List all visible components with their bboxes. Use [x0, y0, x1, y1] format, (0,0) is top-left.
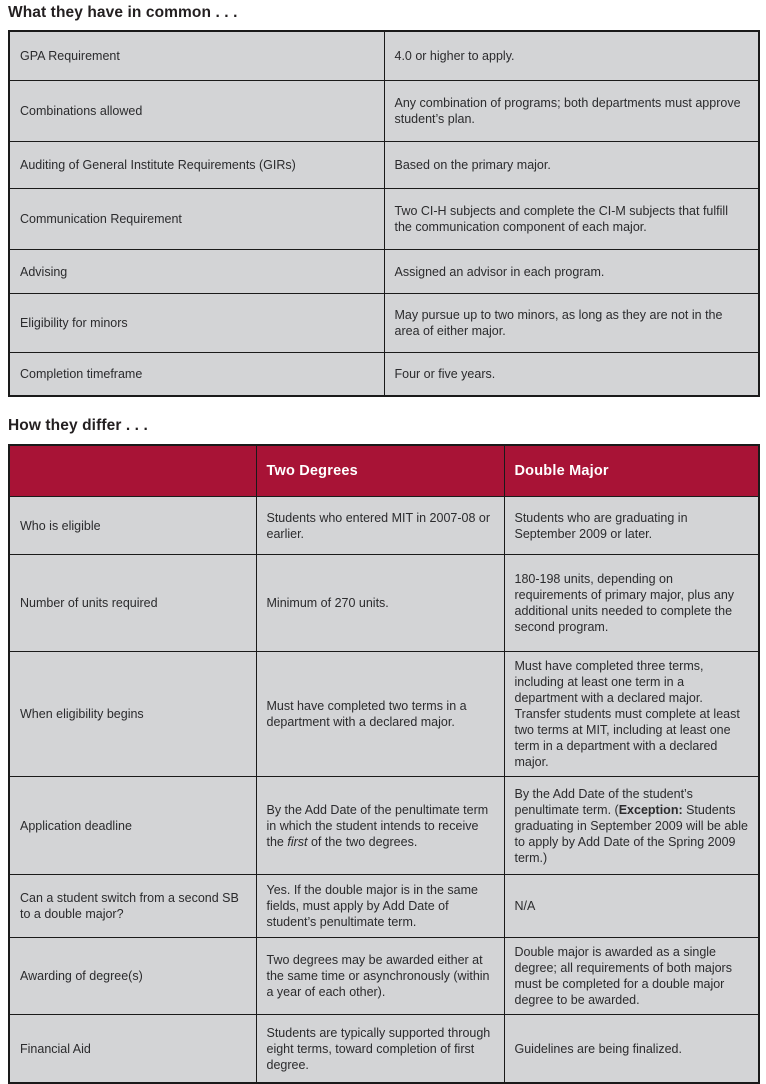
table-header-row: [9, 445, 759, 497]
double-major-cell: By the Add Date of the student’s penultimate term. (Exception: Students graduating in September 2009 will be able to apply by Add Date of the Spring 2009 term.): [504, 777, 759, 875]
row-label: Combinations allowed: [9, 81, 384, 142]
two-degrees-cell: By the Add Date of the penultimate term in which the student intends to receive the first of the two degrees.: [256, 777, 504, 875]
row-label: Eligibility for minors: [9, 294, 384, 353]
row-value: Based on the primary major.: [384, 142, 759, 189]
double-major-cell: Must have completed three terms, including at least one term in a department with a declared major. Transfer students must complete at least two terms at MIT, including at least one term in a department with a declared major.: [504, 652, 759, 777]
row-label: Application deadline: [9, 777, 256, 875]
row-label: When eligibility begins: [9, 652, 256, 777]
row-label: Awarding of degree(s): [9, 938, 256, 1015]
table-row: [9, 555, 759, 652]
table-row: [9, 142, 759, 189]
common-section-title: What they have in common . . .: [8, 4, 238, 21]
column-header-double-major: Double Major: [504, 445, 759, 497]
row-label: Advising: [9, 250, 384, 294]
table-row: [9, 81, 759, 142]
row-label: Number of units required: [9, 555, 256, 652]
two-degrees-cell: Yes. If the double major is in the same fields, must apply by Add Date of student’s penultimate term.: [256, 875, 504, 938]
row-label: GPA Requirement: [9, 31, 384, 81]
row-value: Two CI-H subjects and complete the CI-M subjects that fulfill the communication component of each major.: [384, 189, 759, 250]
table-row: [9, 652, 759, 777]
double-major-cell: N/A: [504, 875, 759, 938]
differ-section-title: How they differ . . .: [8, 417, 148, 434]
table-row: [9, 31, 759, 81]
table-row: [9, 189, 759, 250]
row-label: Auditing of General Institute Requirements (GIRs): [9, 142, 384, 189]
table-row: [9, 777, 759, 875]
row-value: Any combination of programs; both departments must approve student’s plan.: [384, 81, 759, 142]
differ-table: [8, 444, 760, 1084]
column-header-empty: [9, 445, 256, 497]
two-degrees-cell: Must have completed two terms in a department with a declared major.: [256, 652, 504, 777]
row-label: Financial Aid: [9, 1015, 256, 1084]
common-table: [8, 30, 760, 397]
row-label: Can a student switch from a second SB to a double major?: [9, 875, 256, 938]
two-degrees-cell: Students who entered MIT in 2007-08 or earlier.: [256, 497, 504, 555]
table-row: [9, 497, 759, 555]
two-degrees-cell: Two degrees may be awarded either at the same time or asynchronously (within a year of each other).: [256, 938, 504, 1015]
row-value: Four or five years.: [384, 353, 759, 397]
table-row: [9, 938, 759, 1015]
table-row: [9, 875, 759, 938]
row-value: May pursue up to two minors, as long as they are not in the area of either major.: [384, 294, 759, 353]
two-degrees-cell: Students are typically supported through eight terms, toward completion of first degree.: [256, 1015, 504, 1084]
double-major-cell: Guidelines are being finalized.: [504, 1015, 759, 1084]
row-value: 4.0 or higher to apply.: [384, 31, 759, 81]
table-row: [9, 250, 759, 294]
column-header-two-degrees: Two Degrees: [256, 445, 504, 497]
row-value: Assigned an advisor in each program.: [384, 250, 759, 294]
two-degrees-cell: Minimum of 270 units.: [256, 555, 504, 652]
double-major-cell: Students who are graduating in September 2009 or later.: [504, 497, 759, 555]
row-label: Completion timeframe: [9, 353, 384, 397]
double-major-cell: 180-198 units, depending on requirements of primary major, plus any additional units needed to complete the second program.: [504, 555, 759, 652]
table-row: [9, 1015, 759, 1084]
double-major-cell: Double major is awarded as a single degree; all requirements of both majors must be completed for a double major degree to be awarded.: [504, 938, 759, 1015]
row-label: Communication Requirement: [9, 189, 384, 250]
table-row: [9, 353, 759, 397]
table-row: [9, 294, 759, 353]
row-label: Who is eligible: [9, 497, 256, 555]
